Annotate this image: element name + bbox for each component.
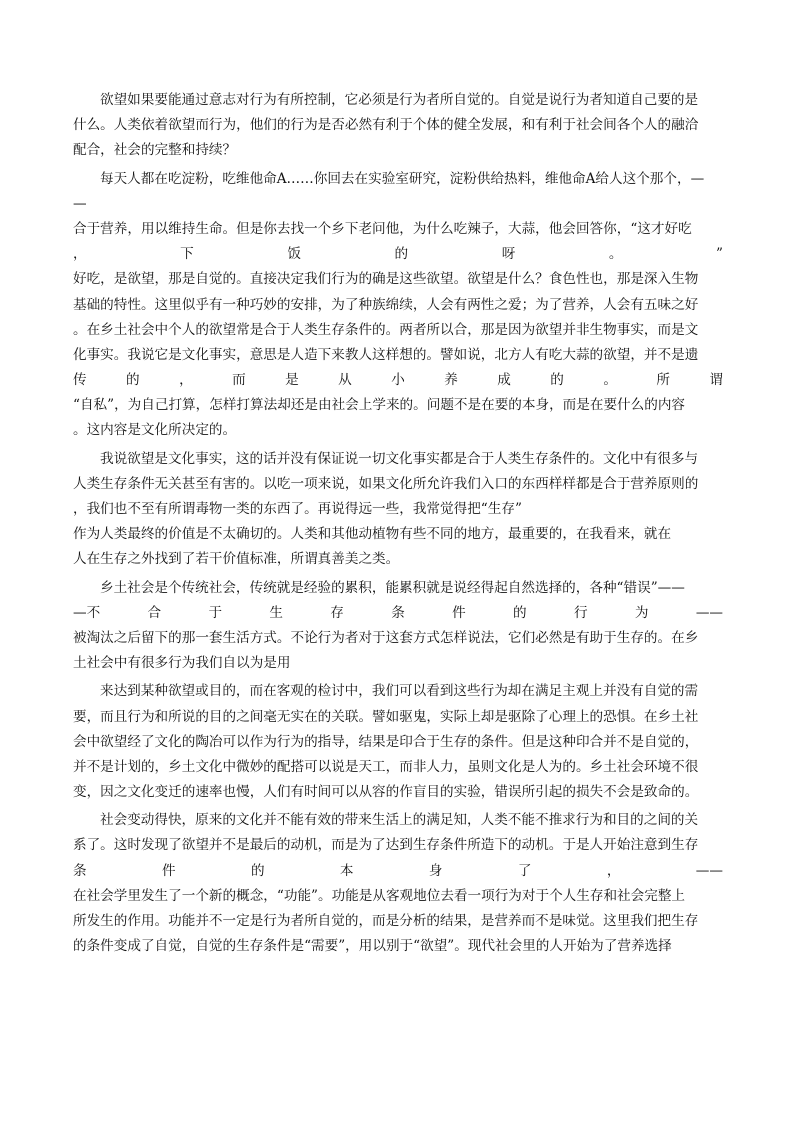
text-token: 本 [339,862,354,879]
text-token: 的 [126,372,140,389]
text-line: 。这内容是文化所决定的。 [73,422,237,439]
paragraph [73,576,723,677]
text-token: 小 [391,372,405,389]
text-token: 行 [573,604,588,621]
text-token: 是 [285,372,299,389]
text-token: 合 [147,604,162,621]
text-line: 会中欲望经了文化的陶冶可以作为行为的指导，结果是印合于生存的条件。但是这种印合并不是自觉的， [73,733,699,750]
text-line: 欲望如果要能通过意志对行为有所控制，它必须是行为者所自觉的。自觉是说行为者知道自己要的是 [100,92,699,108]
paragraph [73,679,723,805]
text-token: ， [179,372,193,389]
text-token: 。 [603,372,617,389]
text-line: 土社会中有很多行为我们自以为是用 [73,655,291,672]
text-token: —不 [73,604,101,621]
text-line: 在社会学里发生了一个新的概念，“功能”。功能是从客观地位去看一项行为对于个人生存和社会完整上 [73,887,686,904]
text-line: 要，而且行为和所说的目的之间毫无实在的关联。譬如驱鬼，实际上却是驱除了心理上的恐惧。在乡土社 [73,708,699,725]
text-token: 的 [250,862,265,879]
text-token: 的 [513,604,527,621]
text-line: 化事实。我说它是文化事实，意思是人造下来教人这样想的。譬如说，北方人有吃大蒜的欲望，并不是遗 [73,346,699,363]
paragraph-gap [73,959,723,962]
text-line: 每天人都在吃淀粉，吃维他命A……你回去在实验室研究，淀粉供给热料，维他命A给人这个那个，— [100,170,705,187]
text-line [73,859,723,884]
text-line: 合于营养，用以维持生命。但是你去找一个乡下老问他，为什么吃辣子，大蒜，他会回答你，“这才好吃 [73,220,692,237]
text-line: ，我们也不至有所谓毒物一类的东西了。再说得远一些，我常觉得把“生存” [73,501,522,517]
text-token: 件 [452,604,466,621]
text-token: 。 [608,246,623,263]
paragraph [73,167,723,444]
text-line: 配合，社会的完整和持续？ [73,142,237,159]
text-token: 成 [497,372,511,389]
text-line: 基础的特性。这里似乎有一种巧妙的安排，为了种族绵续，人会有两性之爱；为了营养，人会有五味之好 [73,296,699,313]
text-line [73,601,723,626]
text-line: 并不是计划的，乡土文化中微妙的配搭可以说是天工，而非人力，虽则文化是人为的。乡土社会环境不很 [73,758,699,775]
text-line: 社会变动得快，原来的文化并不能有效的带来生活上的满足知，人类不能不推求行为和目的之间的关 [100,812,699,829]
text-line [73,368,723,393]
text-token: ， [606,862,621,879]
paragraph [73,808,723,959]
text-token: 传 [73,372,87,389]
paragraph [73,88,723,164]
text-token: 件 [161,862,176,879]
text-line: 。在乡土社会中个人的欲望常是合于人类生存条件的。两者所以合，那是因为欲望并非生物事实，而是文 [73,321,699,338]
text-line: 人类生存条件无关甚至有害的。以吃一项来说，如果文化所允许我们入口的东西样样都是合于营养原则的 [73,475,699,492]
text-token: 呀 [501,246,516,263]
text-token: 从 [338,372,352,389]
text-line: 乡土社会是个传统社会，传统就是经验的累积，能累积就是说经得起自然选择的，各种“错误”—— [100,579,685,596]
text-token: 生 [269,604,283,621]
text-token: ， [73,246,87,263]
text-token: 存 [330,604,344,621]
text-token: 条 [391,604,405,621]
text-line: 变，因之文化变迁的速率也慢，人们有时间可以从容的作盲目的实验，错误所引起的损失不会是致命的。 [73,784,699,801]
text-line: 什么。人类依着欲望而行为，他们的行为是否必然有利于个体的健全发展，和有利于社会间各个人的融洽 [73,117,699,134]
text-token: 了 [517,862,532,879]
text-token: 谓 [709,372,723,389]
text-token: 的 [394,246,409,263]
text-token: 条 [73,862,87,879]
text-token: 身 [428,862,443,879]
document-page [73,88,723,962]
text-token: 所 [656,372,670,389]
text-line: 来达到某种欲望或目的，而在客观的检讨中，我们可以看到这些行为却在满足主观上并没有自觉的需 [100,683,699,700]
text-line [73,242,723,267]
text-line: — [73,195,87,212]
text-line: 好吃，是欲望，那是自觉的。直接决定我们行为的确是这些欲望。欲望是什么？食色性也，那是深入生物 [73,271,699,288]
text-line: 系了。这时发现了欲望并不是最后的动机，而是为了达到生存条件所造下的动机。于是人开始注意到生存 [73,837,699,854]
text-token: 养 [444,372,458,389]
text-line: 被淘汰之后留下的那一套生活方式。不论行为者对于这套方式怎样说法，它们必然是有助于生存的。在乡 [73,629,699,646]
text-line: 所发生的作用。功能并不一定是行为者所自觉的，而是分析的结果，是营养而不是味觉。这里我们把生存 [73,913,699,929]
text-token: ” [716,246,723,263]
text-token: 饭 [287,246,301,263]
text-token: 于 [208,604,223,621]
text-token: 为 [634,604,649,621]
text-token: 而 [232,372,246,389]
text-token: —— [695,862,723,879]
paragraph [73,447,723,573]
text-line: 人在生存之外找到了若干价值标准，所谓真善美之类。 [73,551,400,568]
text-line: 我说欲望是文化事实，这的话并没有保证说一切文化事实都是合于人类生存条件的。文化中有很多与 [100,450,699,467]
text-line: 作为人类最终的价值是不太确切的。人类和其他动植物有些不同的地方，最重要的，在我看来，就在 [73,526,672,543]
text-line: 的条件变成了自觉，自觉的生存条件是“需要”，用以别于“欲望”。现代社会里的人开始为了营养选择 [73,938,672,955]
text-token: 下 [180,246,194,263]
text-line: “自私”，为自己打算，怎样打算法却还是由社会上学来的。问题不是在要的本身，而是在要什么的内容 [73,397,686,414]
text-token: 的 [550,372,564,389]
text-token: —— [695,604,723,621]
